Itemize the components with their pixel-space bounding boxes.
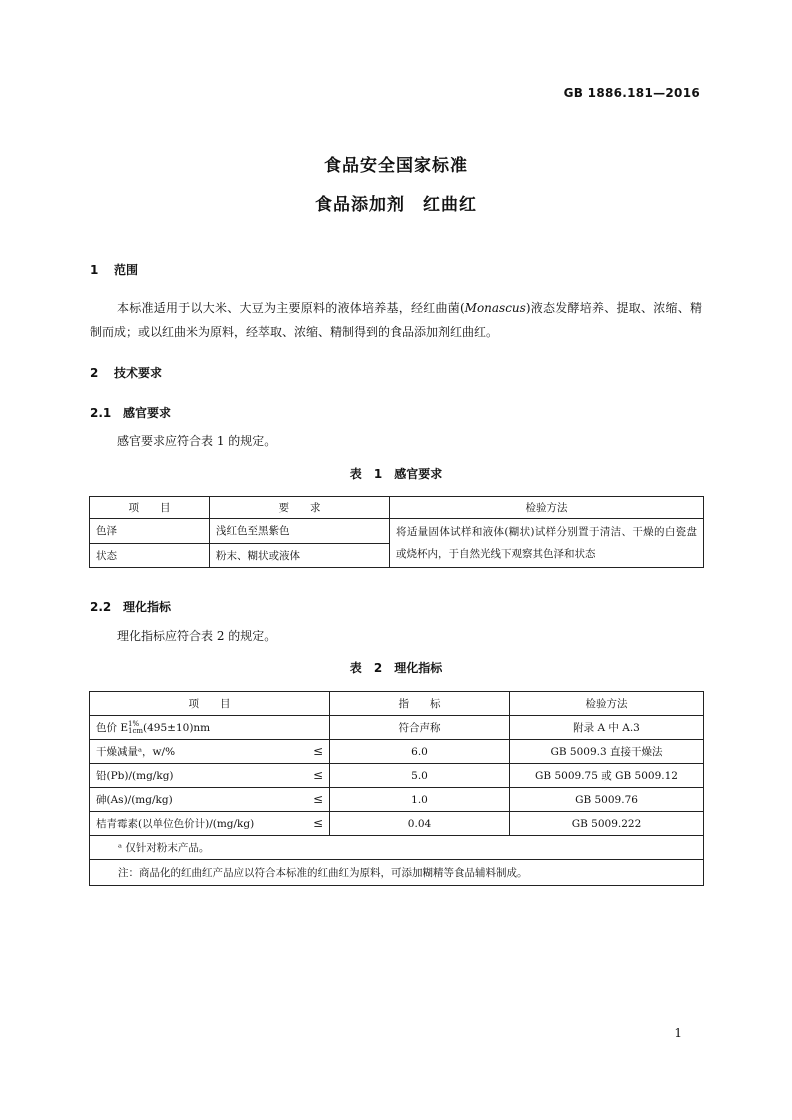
table-cell-value: 6.0 (330, 740, 510, 764)
table-footnote: ᵃ 仅针对粉末产品。 (90, 836, 704, 860)
table-cell-value: 0.04 (330, 812, 510, 836)
table-cell-method: 附录 A 中 A.3 (510, 716, 704, 740)
table-cell-item: 状态 (90, 543, 210, 568)
document-title: 食品安全国家标准 (324, 156, 468, 176)
table-cell-requirement: 粉末、糊状或液体 (210, 543, 390, 568)
table-cell-method: GB 5009.76 (510, 788, 704, 812)
table-1-caption: 表 1 感官要求 (349, 467, 443, 481)
table-cell-item: 色泽 (90, 519, 210, 544)
table-header: 检验方法 (510, 692, 704, 716)
table-header-row (90, 692, 704, 716)
leq-symbol: ≤ (312, 768, 323, 782)
table-cell-value: 1.0 (330, 788, 510, 812)
table-cell-method: GB 5009.3 直接干燥法 (510, 740, 704, 764)
item-text: 干燥减量ᵃ，w/% (96, 746, 176, 758)
standard-code: GB 1886.181—2016 (563, 86, 700, 100)
table-row (90, 519, 704, 544)
table-row (90, 812, 704, 836)
superscript: 1% (128, 720, 140, 728)
table-header-row (90, 497, 704, 519)
italic-term: Monascus (464, 301, 526, 315)
section-title: 理化指标 (123, 600, 172, 614)
section-1-paragraph (90, 296, 702, 344)
section-2-heading (90, 364, 162, 381)
table-cell-value: 符合声称 (330, 716, 510, 740)
table-cell-item (90, 764, 330, 788)
page-number: 1 (674, 1026, 682, 1040)
table-row (90, 788, 704, 812)
table-cell-item (90, 716, 330, 740)
item-text: 桔青霉素(以单位色价计)/(mg/kg) (96, 818, 255, 830)
section-number: 1 (90, 263, 99, 277)
table-row (90, 740, 704, 764)
table-header: 指 标 (330, 692, 510, 716)
section-2-1-paragraph: 感官要求应符合表 1 的规定。 (117, 434, 277, 448)
table-header: 要 求 (210, 497, 390, 519)
table-1 (89, 496, 704, 568)
leq-symbol: ≤ (312, 744, 323, 758)
table-cell-method: GB 5009.75 或 GB 5009.12 (510, 764, 704, 788)
section-number: 2.2 (90, 600, 112, 614)
table-note: 注：商品化的红曲红产品应以符合本标准的红曲红为原料，可添加糊精等食品辅料制成。 (90, 860, 704, 886)
table-cell-method: GB 5009.222 (510, 812, 704, 836)
item-text: 铅(Pb)/(mg/kg) (96, 770, 174, 782)
table-footnote-row (90, 836, 704, 860)
table-cell-value: 5.0 (330, 764, 510, 788)
subscript: 1cm (128, 727, 144, 735)
table-2-caption: 表 2 理化指标 (349, 661, 443, 675)
document-subtitle: 食品添加剂 红曲红 (315, 195, 477, 215)
item-text: 砷(As)/(mg/kg) (96, 794, 173, 806)
table-cell-item (90, 788, 330, 812)
paragraph-text-cont: )液态发酵培养、提取、浓缩、精制而成；或以红曲米为原料，经萃取、浓缩、精制得到的食品添加剂红曲红。 (90, 301, 702, 339)
table-cell-requirement: 浅红色至黑紫色 (210, 519, 390, 544)
paragraph-text: 本标准适用于以大米、大豆为主要原料的液体培养基，经红曲菌( (117, 301, 465, 315)
table-header: 项 目 (90, 692, 330, 716)
section-2-2-paragraph: 理化指标应符合表 2 的规定。 (117, 629, 277, 643)
table-cell-item (90, 740, 330, 764)
table-row (90, 764, 704, 788)
section-number: 2 (90, 366, 99, 380)
leq-symbol: ≤ (312, 792, 323, 806)
table-2 (89, 691, 704, 886)
section-title: 技术要求 (114, 366, 163, 380)
item-text: 色价 E (96, 722, 129, 734)
table-note-row (90, 860, 704, 886)
table-cell-item (90, 812, 330, 836)
table-header: 检验方法 (390, 497, 704, 519)
section-title: 感官要求 (123, 406, 172, 420)
section-1-heading (90, 261, 138, 278)
section-2-1-heading (90, 404, 171, 421)
table-row (90, 716, 704, 740)
table-header: 项 目 (90, 497, 210, 519)
section-number: 2.1 (90, 406, 112, 420)
section-2-2-heading (90, 598, 171, 615)
section-title: 范围 (114, 263, 139, 277)
table-cell-method: 将适量固体试样和液体(糊状)试样分别置于清洁、干燥的白瓷盘或烧杯内，于自然光线下观察其色泽和状态 (390, 519, 704, 568)
leq-symbol: ≤ (312, 816, 323, 830)
item-text-cont: (495±10)nm (143, 722, 211, 734)
